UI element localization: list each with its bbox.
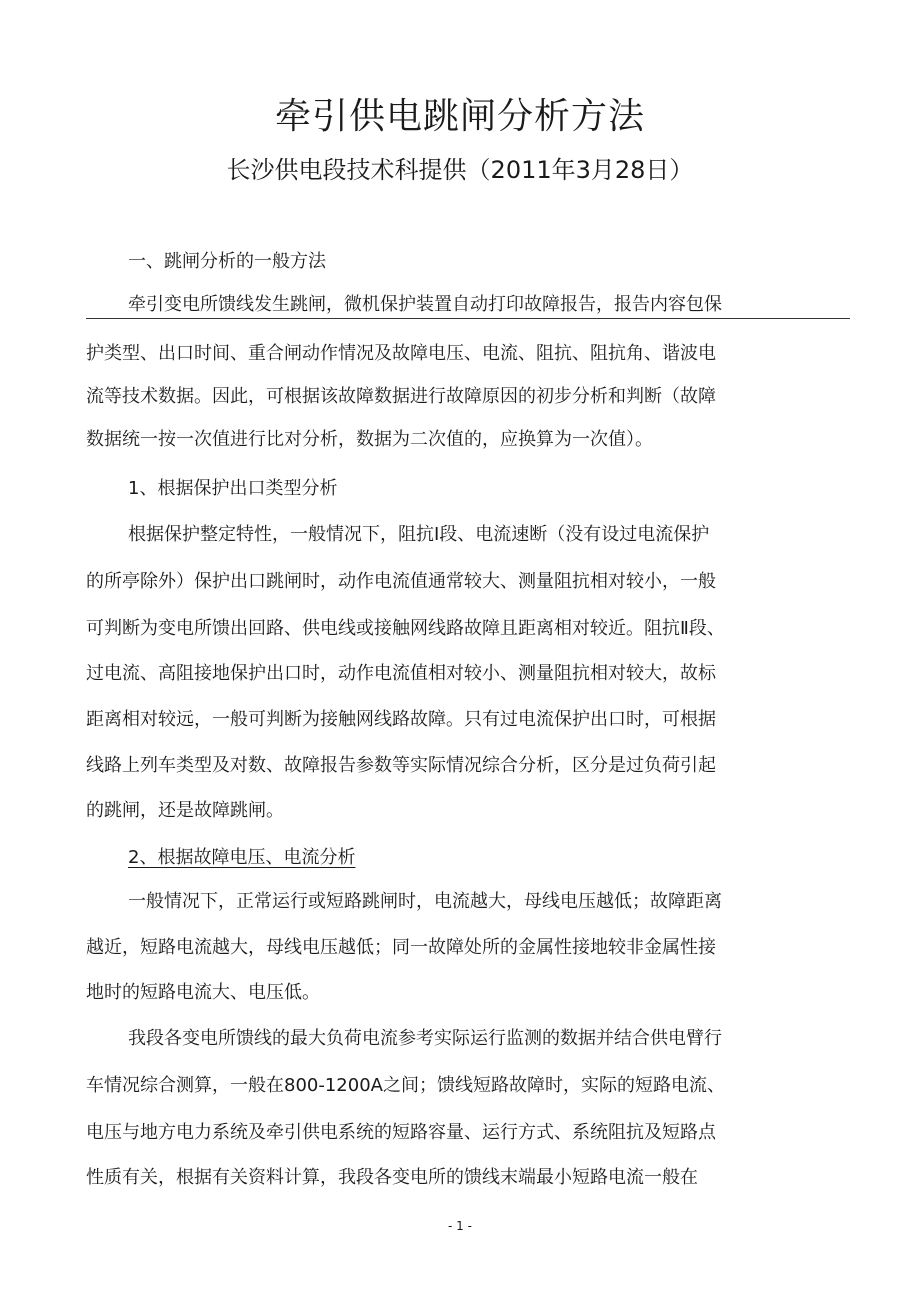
- document-subtitle: 长沙供电段技术科提供（2011年3月28日）: [226, 156, 694, 184]
- paragraph-line: 过电流、高阻接地保护出口时，动作电流值相对较小、测量阻抗相对较大，故标: [86, 663, 716, 684]
- paragraph-line: 可判断为变电所馈出回路、供电线或接触网线路故障且距离相对较近。阻抗Ⅱ段、: [86, 618, 725, 639]
- page-number: - 1 -: [448, 1219, 472, 1233]
- paragraph-line: 的所亭除外）保护出口跳闸时，动作电流值通常较大、测量阻抗相对较小，一般: [86, 571, 716, 592]
- paragraph-line: 地时的短路电流大、电压低。: [86, 982, 320, 1003]
- paragraph-line: 性质有关，根据有关资料计算，我段各变电所的馈线末端最小短路电流一般在: [86, 1167, 698, 1188]
- paragraph-line: 数据统一按一次值进行比对分析，数据为二次值的，应换算为一次值）。: [86, 429, 653, 450]
- subsection-heading: 1、根据保护出口类型分析: [128, 478, 338, 499]
- paragraph-line: 根据保护整定特性，一般情况下，阻抗Ⅰ段、电流速断（没有设过电流保护: [128, 524, 710, 545]
- section-heading: 一、跳闸分析的一般方法: [128, 251, 326, 272]
- paragraph-line: 的跳闸，还是故障跳闸。: [86, 800, 284, 821]
- paragraph-line: 越近，短路电流越大，母线电压越低；同一故障处所的金属性接地较非金属性接: [86, 937, 716, 958]
- document-title: 牵引供电跳闸分析方法: [274, 96, 645, 137]
- paragraph-line: 牵引变电所馈线发生跳闸，微机保护装置自动打印故障报告，报告内容包保: [128, 294, 722, 315]
- header-rule: [86, 318, 850, 319]
- subsection-heading: [128, 845, 856, 871]
- paragraph-line: 线路上列车类型及对数、故障报告参数等实际情况综合分析，区分是过负荷引起: [86, 755, 716, 776]
- paragraph-line: 电压与地方电力系统及牵引供电系统的短路容量、运行方式、系统阻抗及短路点: [86, 1122, 716, 1143]
- paragraph-line: 我段各变电所馈线的最大负荷电流参考实际运行监测的数据并结合供电臂行: [128, 1028, 722, 1049]
- paragraph-line: 护类型、出口时间、重合闸动作情况及故障电压、电流、阻抗、阻抗角、谐波电: [86, 343, 716, 364]
- paragraph-line: 流等技术数据。因此，可根据该故障数据进行故障原因的初步分析和判断（故障: [86, 386, 716, 407]
- underlined-heading: 2、根据故障电压、电流分析: [128, 847, 356, 868]
- paragraph-line: 距离相对较远，一般可判断为接触网线路故障。只有过电流保护出口时，可根据: [86, 709, 716, 730]
- paragraph-line: 一般情况下，正常运行或短路跳闸时，电流越大，母线电压越低；故障距离: [128, 891, 722, 912]
- paragraph-line: 车情况综合测算，一般在800-1200A之间；馈线短路故障时，实际的短路电流、: [86, 1075, 725, 1096]
